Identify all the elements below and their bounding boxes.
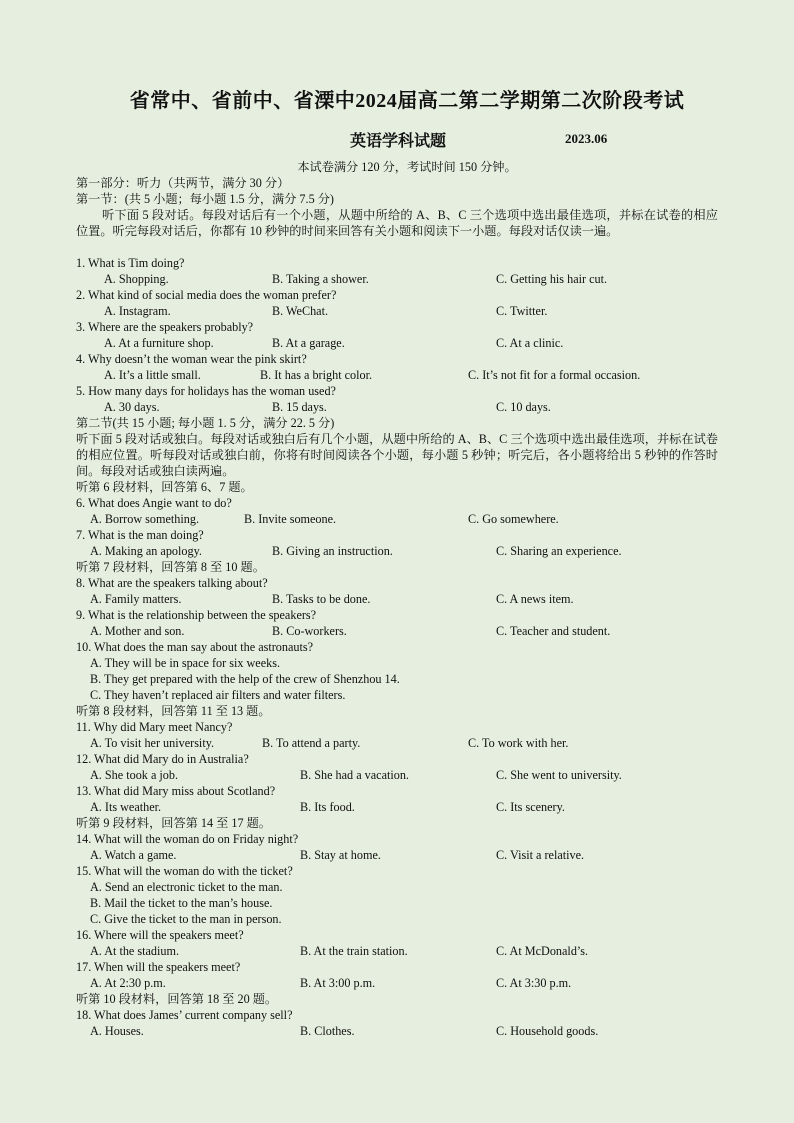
question-stem: 11. Why did Mary meet Nancy? xyxy=(76,720,233,734)
question-stem: 6. What does Angie want to do? xyxy=(76,496,232,510)
question-stem: 3. Where are the speakers probably? xyxy=(76,320,254,334)
option-a: A. They will be in space for six weeks. xyxy=(90,656,280,670)
option-c: C. They haven’t replaced air filters and water filters. xyxy=(90,688,346,702)
section2-heading: 第二节(共 15 小题; 每小题 1. 5 分，满分 22. 5 分) xyxy=(76,416,335,430)
question-stem: 14. What will the woman do on Friday night? xyxy=(76,832,299,846)
option-a: A. Borrow something. xyxy=(90,512,200,526)
section1-heading: 第一节：(共 5 小题；每小题 1.5 分，满分 7.5 分) xyxy=(76,192,334,206)
question-stem: 9. What is the relationship between the speakers? xyxy=(76,608,317,622)
option-a: A. Instagram. xyxy=(104,304,171,318)
part1-heading: 第一部分：听力（共两节，满分 30 分） xyxy=(76,176,290,190)
option-a: A. Send an electronic ticket to the man. xyxy=(90,880,283,894)
option-c: C. Household goods. xyxy=(496,1024,599,1038)
option-a: A. Shopping. xyxy=(104,272,169,286)
option-b: B. Its food. xyxy=(300,800,355,814)
question-stem: 13. What did Mary miss about Scotland? xyxy=(76,784,276,798)
section2-instructions: 听下面 5 段对话或独白。每段对话或独白后有几个小题，从题中所给的 A、B、C 三个选项中选出最佳选项，并标在试卷的相应位置。听每段对话或独白前，你将有时间阅读各个小题，每小题 5 秒钟；听完后，各小题将给出 5 秒钟的作答时间。每段对话或独白读两遍。 xyxy=(76,432,718,478)
question-stem: 1. What is Tim doing? xyxy=(76,256,185,270)
option-b: B. Mail the ticket to the man’s house. xyxy=(90,896,273,910)
option-c: C. At a clinic. xyxy=(496,336,564,350)
option-c: C. 10 days. xyxy=(496,400,551,414)
option-a: A. At a furniture shop. xyxy=(104,336,214,350)
option-c: C. Twitter. xyxy=(496,304,548,318)
option-c: C. Its scenery. xyxy=(496,800,565,814)
question-stem: 5. How many days for holidays has the woman used? xyxy=(76,384,336,398)
option-c: C. It’s not fit for a formal occasion. xyxy=(468,368,641,382)
option-b: B. They get prepared with the help of the crew of Shenzhou 14. xyxy=(90,672,400,686)
material-heading: 听第 9 段材料，回答第 14 至 17 题。 xyxy=(76,816,271,830)
option-c: C. Getting his hair cut. xyxy=(496,272,608,286)
option-b: B. To attend a party. xyxy=(262,736,361,750)
question-stem: 8. What are the speakers talking about? xyxy=(76,576,268,590)
question-stem: 16. Where will the speakers meet? xyxy=(76,928,244,942)
option-c: C. At 3:30 p.m. xyxy=(496,976,572,990)
option-c: C. Go somewhere. xyxy=(468,512,559,526)
option-a: A. To visit her university. xyxy=(90,736,215,750)
option-c: C. Teacher and student. xyxy=(496,624,611,638)
option-b: B. She had a vacation. xyxy=(300,768,409,782)
option-c: C. Give the ticket to the man in person. xyxy=(90,912,282,926)
option-b: B. WeChat. xyxy=(272,304,329,318)
option-c: C. A news item. xyxy=(496,592,574,606)
exam-date: 2023.06 xyxy=(565,131,608,146)
option-a: A. At 2:30 p.m. xyxy=(90,976,166,990)
option-b: B. Tasks to be done. xyxy=(272,592,371,606)
option-a: A. Mother and son. xyxy=(90,624,185,638)
option-a: A. Its weather. xyxy=(90,800,162,814)
material-heading: 听第 7 段材料，回答第 8 至 10 题。 xyxy=(76,560,265,574)
question-stem: 12. What did Mary do in Australia? xyxy=(76,752,249,766)
question-stem: 10. What does the man say about the astronauts? xyxy=(76,640,314,654)
option-b: B. At 3:00 p.m. xyxy=(300,976,376,990)
option-a: A. She took a job. xyxy=(90,768,179,782)
option-c: C. To work with her. xyxy=(468,736,569,750)
option-a: A. At the stadium. xyxy=(90,944,180,958)
option-a: A. Making an apology. xyxy=(90,544,202,558)
option-a: A. Watch a game. xyxy=(90,848,177,862)
option-b: B. It has a bright color. xyxy=(260,368,373,382)
option-c: C. Sharing an experience. xyxy=(496,544,622,558)
question-stem: 2. What kind of social media does the woman prefer? xyxy=(76,288,337,302)
material-heading: 听第 10 段材料，回答第 18 至 20 题。 xyxy=(76,992,278,1006)
question-stem: 7. What is the man doing? xyxy=(76,528,204,542)
option-a: A. 30 days. xyxy=(104,400,160,414)
exam-subtitle: 英语学科试题 xyxy=(350,133,447,150)
question-stem: 17. When will the speakers meet? xyxy=(76,960,241,974)
material-heading: 听第 8 段材料，回答第 11 至 13 题。 xyxy=(76,704,271,718)
option-b: B. Invite someone. xyxy=(244,512,337,526)
material-heading: 听第 6 段材料，回答第 6、7 题。 xyxy=(76,480,253,494)
section1-instructions: 听下面 5 段对话。每段对话后有一个小题，从题中所给的 A、B、C 三个选项中选出最佳选项，并标在试卷的相应位置。听完每段对话后，你都有 10 秒钟的时间来回答有关小题和阅读下一小题。每段对话仅读一遍。 xyxy=(76,208,718,238)
option-c: C. She went to university. xyxy=(496,768,622,782)
option-a: A. Houses. xyxy=(90,1024,144,1038)
option-b: B. Giving an instruction. xyxy=(272,544,393,558)
option-b: B. Co-workers. xyxy=(272,624,347,638)
question-stem: 4. Why doesn’t the woman wear the pink skirt? xyxy=(76,352,307,366)
option-b: B. Clothes. xyxy=(300,1024,355,1038)
exam-note: 本试卷满分 120 分，考试时间 150 分钟。 xyxy=(297,160,517,174)
exam-title: 省常中、省前中、省溧中2024届高二第二学期第二次阶段考试 xyxy=(129,90,685,112)
question-stem: 18. What does James’ current company sell? xyxy=(76,1008,293,1022)
option-c: C. At McDonald’s. xyxy=(496,944,589,958)
question-stem: 15. What will the woman do with the ticket? xyxy=(76,864,293,878)
option-b: B. 15 days. xyxy=(272,400,327,414)
option-b: B. At the train station. xyxy=(300,944,408,958)
option-b: B. At a garage. xyxy=(272,336,345,350)
option-b: B. Stay at home. xyxy=(300,848,381,862)
option-b: B. Taking a shower. xyxy=(272,272,369,286)
option-a: A. It’s a little small. xyxy=(104,368,201,382)
option-c: C. Visit a relative. xyxy=(496,848,585,862)
option-a: A. Family matters. xyxy=(90,592,182,606)
